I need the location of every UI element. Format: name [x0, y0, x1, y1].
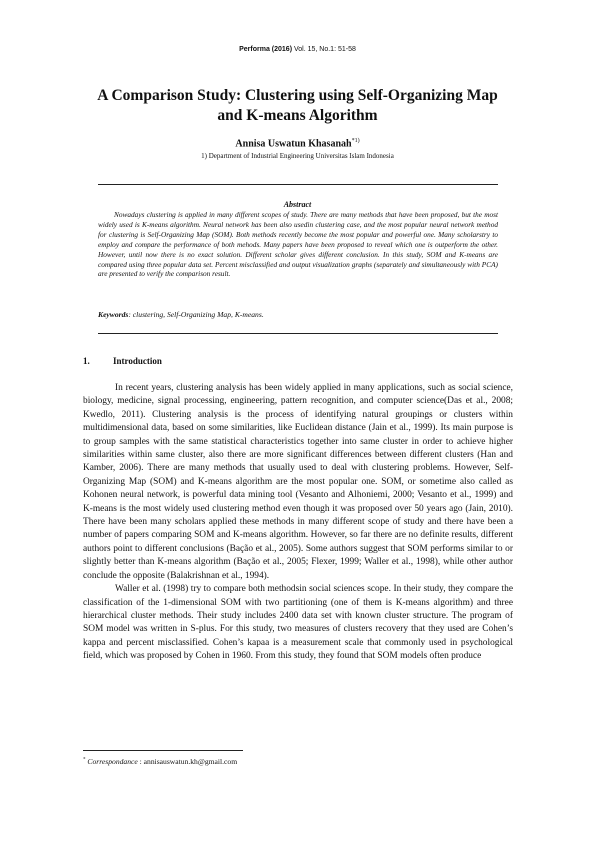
affiliation: 1) Department of Industrial Engineering Universitas Islam Indonesia [201, 152, 394, 160]
section-title: Introduction [113, 356, 162, 366]
section-heading [83, 356, 162, 366]
body-text [83, 382, 513, 664]
keywords-label: Keywords [98, 310, 129, 319]
footnote-email: : annisauswatun.kh@gmail.com [137, 757, 238, 766]
abstract-text: Nowadays clustering is applied in many different scopes of study. There are many methods that have been proposed, but the most widely used is K-means algorithm. Neural network has been also usedin clustering case, and the most popular neural network method for clustering is Self-Organizing Map (SOM). Both methods recently become the most popular and powerful one. Many scholarstry to employ and compare the performance of both mehods. Many papers have been proposed to reveal which one is outperform the other. However, until now there is no exact solution. Different scholar gives different conclusion. In this study, SOM and K-means are compared using three popular data set. Percent misclassified and output visualization graphs (separately and simultaneously with PCA) are presented to verify the comparison result. [98, 210, 498, 279]
paragraph-1: In recent years, clustering analysis has been widely applied in many applications, such as social science, biology, medicine, signal processing, engineering, pattern recognition, and computer science(Das et al., 2008; Kwedlo, 2011). Clustering analysis is the process of identifying natural groupings or clusters within multidimensional data, based on some similarities, like Euclidean distance (Jain et al., 1999). Its main purpose is to group samples with the same statistical characteristics together into same cluster in order to achieve higher similarities within same cluster, also there are more significant differences between different clusters (Han and Kamber, 2006). There are many methods that usually used to deal with clustering problems. However, Self-Organizing Map (SOM) and K-means algorithm are the most popular one. SOM, or sometime also called as Kohonen neural network, is powerful data mining tool (Vesanto and Alhoniemi, 2000; Vesanto et al., 1999) and K-means is the most widely used clustering method even though it was proposed over 50 years ago (Jain, 2010). There have been many scholars applied these methods in many different scope of study and there have been a number of papers comparing SOM and K-means algorithm. However, so far there are no definite results, different authors point to different conclusions (Bação et al., 2005). Some authors suggest that SOM performs similar to or slightly better than K-means algorithm (Bação et al., 2005; Flexer, 1999; Waller et al., 1998), while other author conclude the opposite (Balakrishnan et al., 1994). [83, 383, 513, 581]
abstract-heading: Abstract [283, 200, 312, 209]
paper-title [60, 86, 535, 126]
footnote [83, 757, 237, 766]
journal-name: Performa (2016) [239, 46, 293, 53]
bottom-divider [98, 333, 498, 334]
author-name: Annisa Uswatun Khasanah [235, 138, 352, 150]
keywords-text: : clustering, Self-Organizing Map, K-means. [128, 310, 264, 319]
author-mark: *1) [351, 138, 360, 144]
paragraph-2: Waller et al. (1998) try to compare both methodsin social sciences scope. In their study, they compare the classification of the 1-dimensional SOM with two partitioning (one of them is K-means algorithm) and three hierarchical cluster methods. Their study includes 2400 data set with known cluster structure. The program of SOM model was written in S-plus. For this study, two measures of clusters recovery that they used are Cohen’s kappa and percent misclassified. Cohen’s kapaa is a measurement scale that commonly used in psychological field, which was proposed by Cohen in 1960. From this study, they found that SOM models often produce [83, 584, 513, 662]
volume-info: Vol. 15, No.1: 51-58 [293, 46, 356, 53]
section-number: 1. [83, 356, 90, 366]
footnote-label: Correspondance [87, 757, 138, 766]
top-divider [98, 184, 498, 185]
title-line-2: and K-means Algorithm [217, 107, 378, 124]
footnote-divider [83, 750, 243, 751]
running-header [0, 46, 595, 53]
keywords [98, 310, 498, 319]
author-line [0, 138, 595, 149]
footnote-mark: * [83, 757, 86, 763]
title-line-1: A Comparison Study: Clustering using Self-Organizing Map [97, 87, 498, 104]
